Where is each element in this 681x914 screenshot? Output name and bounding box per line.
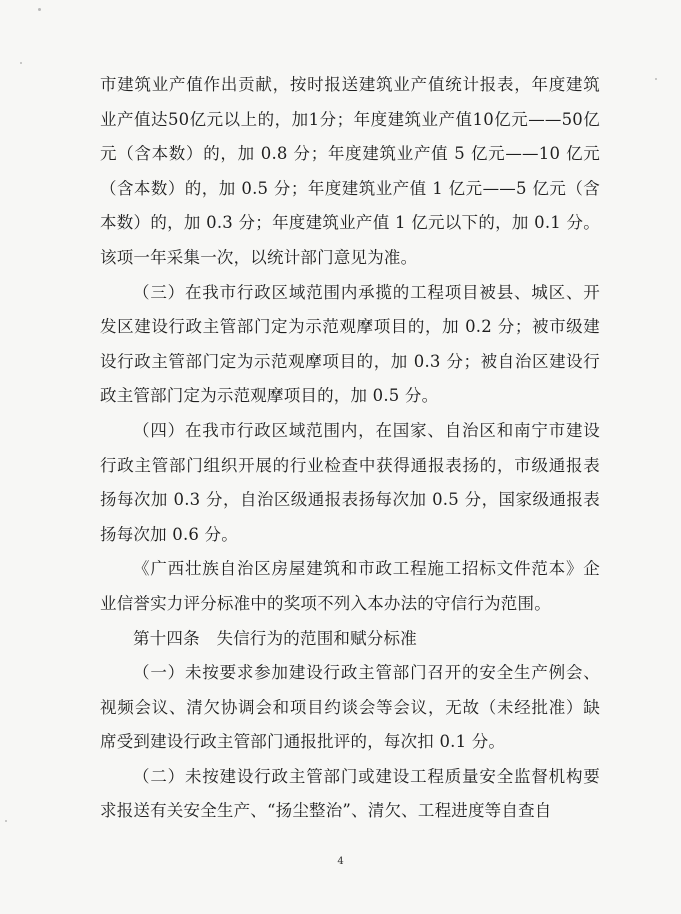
page-number: 4 xyxy=(337,856,344,867)
paragraph-4: 《广西壮族自治区房屋建筑和市政工程施工招标文件范本》企业信誉实力评分标准中的奖项不列入本办法的守信行为范围。 xyxy=(100,559,600,613)
scan-speck xyxy=(655,78,657,80)
body-text xyxy=(100,68,600,829)
paragraph-2: （三）在我市行政区域范围内承揽的工程项目被县、城区、开发区建设行政主管部门定为示范观摩项目的，加 0.2 分；被市级建设行政主管部门定为示范观摩项目的，加 0.3 分；被自治区建设行政主管部门定为示范观摩项目的，加 0.5 分。 xyxy=(100,282,600,406)
article-heading: 第十四条 失信行为的范围和赋分标准 xyxy=(133,628,417,648)
scan-speck xyxy=(20,62,22,64)
scan-speck xyxy=(38,8,41,11)
scan-speck xyxy=(5,820,7,822)
paragraph-1: 市建筑业产值作出贡献，按时报送建筑业产值统计报表，年度建筑业产值达50亿元以上的，加1分；年度建筑业产值10亿元——50亿元（含本数）的，加 0.8 分；年度建筑业产值 5 亿元——10 亿元（含本数）的，加 0.5 分；年度建筑业产值 1 亿元——5 亿元（含本数）的，加 0.3 分；年度建筑业产值 1 亿元以下的，加 0.1 分。该项一年采集一次，以统计部门意见为准。 xyxy=(100,75,600,267)
paragraph-3: （四）在我市行政区域范围内，在国家、自治区和南宁市建设行政主管部门组织开展的行业检查中获得通报表扬的，市级通报表扬每次加 0.3 分，自治区级通报表扬每次加 0.5 分，国家级通报表扬每次加 0.6 分。 xyxy=(100,420,600,544)
paragraph-5: （一）未按要求参加建设行政主管部门召开的安全生产例会、视频会议、清欠协调会和项目约谈会等会议，无故（未经批准）缺席受到建设行政主管部门通报批评的，每次扣 0.1 分。 xyxy=(100,663,600,752)
paragraph-6: （二）未按建设行政主管部门或建设工程质量安全监督机构要求报送有关安全生产、“扬尘整治”、清欠、工程进度等自查自 xyxy=(100,766,600,821)
